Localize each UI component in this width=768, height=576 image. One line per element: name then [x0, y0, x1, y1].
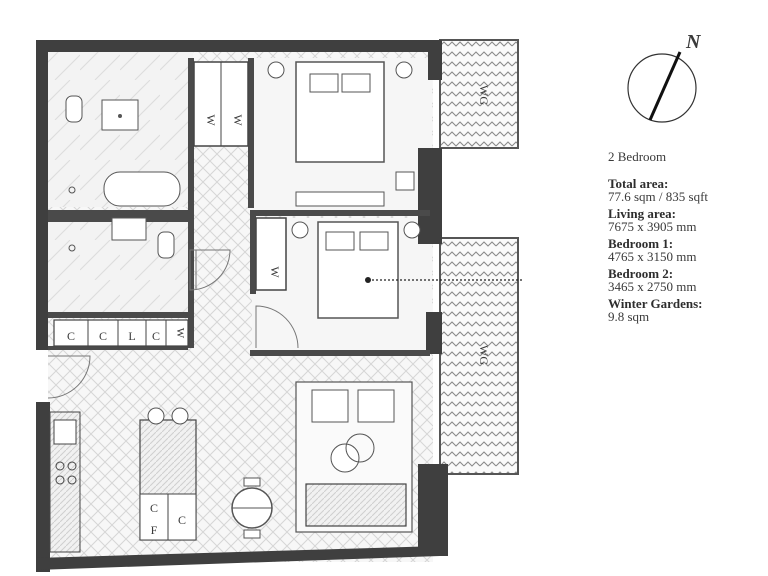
wall-bath-east: [188, 58, 194, 348]
spec-label: Winter Gardens:: [608, 296, 703, 311]
island-f-label: F: [150, 523, 158, 537]
wg-label-bottom: WG: [477, 345, 491, 365]
apartment-type: 2 Bedroom: [608, 149, 667, 164]
spec-bedroom-2: [608, 267, 758, 293]
stool-2: [172, 408, 188, 424]
wardrobe-1-label: W: [204, 114, 218, 126]
bed-1-pillow-a: [310, 74, 338, 92]
spec-label: Total area:: [608, 176, 669, 191]
cupboard-c2-label: C: [98, 329, 108, 343]
wall-cupboards: [48, 312, 188, 318]
bed-1: [296, 62, 384, 162]
dining-chair-1: [244, 478, 260, 486]
wardrobe-2-label: W: [268, 266, 282, 278]
island-c2-label: C: [177, 513, 187, 527]
wall-cupboards-south: [48, 346, 188, 350]
spec-value: 7675 x 3905 mm: [608, 219, 697, 234]
cupboard-c3-label: C: [151, 329, 161, 343]
wardrobe-1b-label: W: [231, 114, 245, 126]
spec-total: [608, 177, 758, 203]
wall-north: [36, 40, 436, 52]
wg-label-top: WG: [477, 85, 491, 105]
spec-label: Bedroom 2:: [608, 266, 674, 281]
spec-value: 4765 x 3150 mm: [608, 249, 697, 264]
toilet-1: [66, 96, 82, 122]
wall-west-lower: [36, 402, 50, 572]
spec-label: Living area:: [608, 206, 677, 221]
wall-bed-divider: [250, 210, 430, 216]
armchair-2: [358, 390, 394, 422]
wardrobe-2: [256, 218, 286, 290]
compass-north-letter: N: [686, 31, 701, 53]
armchair-1: [312, 390, 348, 422]
apartment-info: [608, 150, 758, 327]
spec-label: Bedroom 1:: [608, 236, 674, 251]
sofa: [306, 484, 406, 526]
lamp-3: [292, 222, 308, 238]
compass-ring: [628, 54, 696, 122]
spec-winter-gardens: [608, 297, 758, 323]
cupboard-w-label: W: [174, 327, 186, 339]
dining-chair-2: [244, 530, 260, 538]
desk: [296, 192, 384, 206]
spec-living: [608, 207, 758, 233]
compass-needle-tail: [650, 104, 658, 120]
stool-1: [148, 408, 164, 424]
sink-2: [112, 218, 146, 240]
wall-east-3: [426, 312, 442, 354]
wall-bed1-west: [248, 58, 254, 208]
toilet-2: [158, 232, 174, 258]
bed-1-pillow-b: [342, 74, 370, 92]
lamp-4: [404, 222, 420, 238]
chair-1: [396, 172, 414, 190]
lamp-2: [396, 62, 412, 78]
lamp-1: [268, 62, 284, 78]
wall-bed2-south: [250, 350, 430, 356]
island-c1-label: C: [149, 501, 159, 515]
spec-bedroom-1: [608, 237, 758, 263]
wall-east-2: [418, 148, 442, 244]
spec-value: 3465 x 2750 mm: [608, 279, 697, 294]
bed-2-pillow-b: [360, 232, 388, 250]
wall-east-1: [428, 40, 442, 80]
compass-needle: [650, 52, 680, 120]
bathtub: [104, 172, 180, 206]
sink-1-drain: [118, 114, 122, 118]
cupboard-c1-label: C: [66, 329, 76, 343]
bed-2-pillow-a: [326, 232, 354, 250]
spec-value: 77.6 sqm / 835 sqft: [608, 189, 709, 204]
cupboard-l-label: L: [128, 329, 136, 343]
coffee-table-a: [331, 444, 359, 472]
wall-east-4: [418, 464, 448, 556]
wall-west: [36, 40, 48, 350]
kitchen-sink: [54, 420, 76, 444]
wall-bed2-west: [250, 216, 256, 294]
spec-value: 9.8 sqm: [608, 309, 650, 324]
